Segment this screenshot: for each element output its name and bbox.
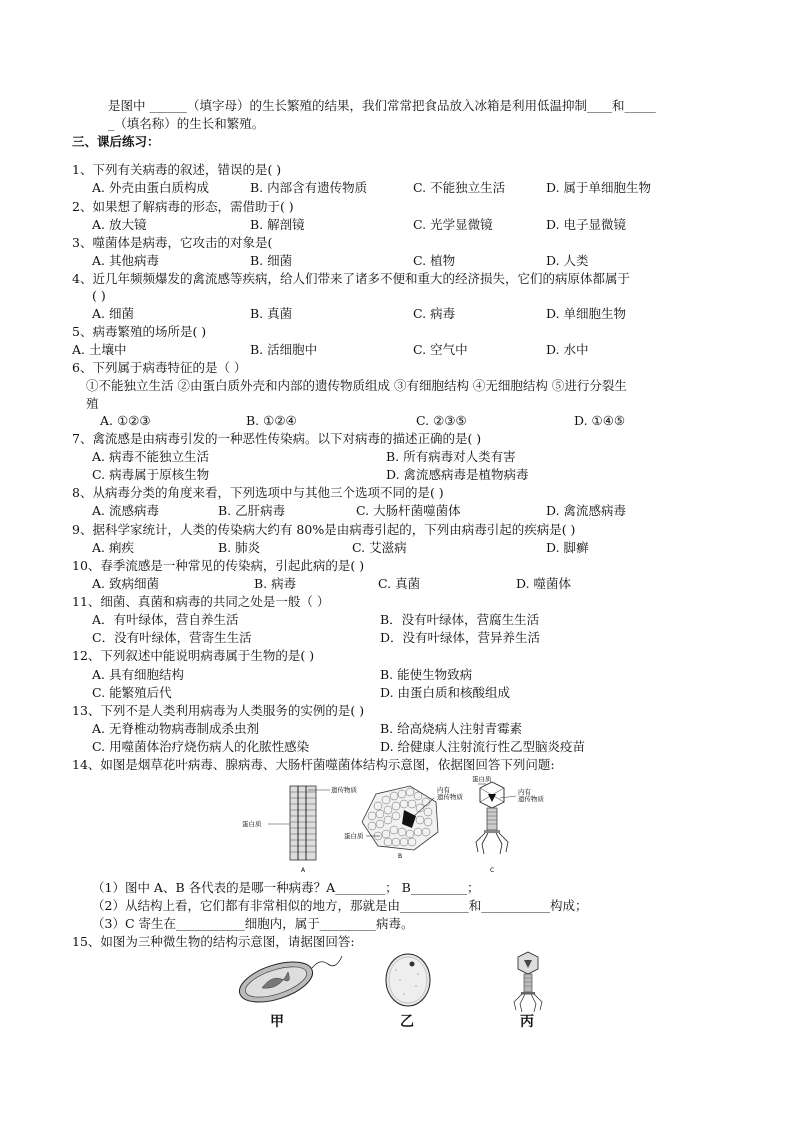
label-letter-b: B — [398, 853, 403, 860]
bacterium-drawing — [235, 954, 342, 1010]
question-12-option-c: C. 能繁殖后代 — [92, 685, 172, 700]
label-b-genetic-material-2: 遗传物质 — [437, 793, 463, 801]
label-c-genetic-material-1: 内有 — [518, 788, 531, 796]
question-7-option-d: D. 禽流感病毒是植物病毒 — [386, 467, 529, 482]
question-9-option-c: C. 艾滋病 — [352, 540, 407, 555]
label-letter-c: C — [490, 867, 495, 874]
adenovirus-drawing — [362, 786, 438, 850]
question-14-stem: 14、如图是烟草花叶病毒、腺病毒、大肠杆菌噬菌体结构示意图，依据图回答下列问题: — [72, 757, 555, 772]
question-2-option-d: D. 电子显微镜 — [546, 217, 627, 232]
question-2-option-a: A. 放大镜 — [92, 217, 147, 232]
question-15-stem: 15、如图为三种微生物的结构示意图，请据图回答: — [72, 934, 355, 949]
question-8-option-c: C. 大肠杆菌噬菌体 — [356, 503, 461, 518]
section-title: 三、课后练习： — [72, 134, 160, 149]
phage-drawing — [514, 952, 542, 1012]
bacteriophage-drawing — [476, 782, 516, 854]
question-14-sub-2: （2）从结构上看，它们都有非常相似的地方，那就是由___________和___________构成； — [92, 898, 588, 913]
question-1-option-b: B. 内部含有遗传物质 — [250, 180, 368, 195]
question-6-statements-cont: 殖 — [86, 396, 99, 411]
tobacco-mosaic-virus-drawing — [268, 786, 330, 860]
question-13-option-b: B. 给高烧病人注射青霉素 — [380, 721, 523, 736]
label-c-genetic-material-2: 遗传物质 — [518, 795, 544, 803]
label-letter-a: A — [301, 867, 306, 874]
label-c-protein: 蛋白质 — [472, 776, 492, 783]
question-5-option-b: B. 活细胞中 — [250, 342, 318, 357]
question-5-option-a: A. 土壤中 — [72, 342, 127, 357]
question-12-option-d: D. 由蛋白质和核酸组成 — [380, 685, 511, 700]
question-14-sub-3: （3）C 寄生在___________细胞内，属于_________病毒。 — [92, 916, 414, 931]
question-8-option-a: A. 流感病毒 — [92, 503, 159, 518]
question-13-option-d: D. 给健康人注射流行性乙型脑炎疫苗 — [380, 739, 586, 754]
question-11-option-b: B．没有叶绿体，营腐生生活 — [380, 612, 540, 627]
question-7-option-c: C. 病毒属于原核生物 — [92, 467, 210, 482]
question-13-option-c: C. 用噬菌体治疗烧伤病人的化脓性感染 — [92, 739, 310, 754]
question-2-option-c: C. 光学显微镜 — [413, 217, 493, 232]
question-4-option-a: A. 细菌 — [92, 306, 134, 321]
question-11-option-a: A．有叶绿体，营自养生活 — [92, 612, 239, 627]
question-12-option-a: A. 具有细胞结构 — [92, 667, 184, 682]
question-8-stem: 8、从病毒分类的角度来看，下列选项中与其他三个选项不同的是( ) — [72, 485, 444, 500]
question-3-option-a: A. 其他病毒 — [92, 253, 159, 268]
question-4-option-d: D. 单细胞生物 — [546, 306, 627, 321]
question-10-option-a: A. 致病细菌 — [92, 576, 159, 591]
question-3-option-d: D. 人类 — [546, 253, 589, 268]
label-a-genetic-material: 遗传物质 — [331, 786, 357, 794]
question-4-option-b: B. 真菌 — [250, 306, 293, 321]
figure-15-label-yi: 乙 — [400, 1014, 414, 1030]
question-3-option-c: C. 植物 — [413, 253, 456, 268]
question-10-option-b: B. 病毒 — [254, 576, 297, 591]
question-6-stem: 6、下列属于病毒特征的是（ ） — [72, 360, 247, 375]
question-10-option-d: D. 噬菌体 — [516, 576, 572, 591]
question-11-option-c: C．没有叶绿体，营寄生生活 — [92, 630, 252, 645]
question-1-stem: 1、下列有关病毒的叙述，错误的是( ) — [72, 162, 282, 177]
question-1-option-c: C. 不能独立生活 — [413, 180, 506, 195]
question-3-stem: 3、噬菌体是病毒，它攻击的对象是( — [72, 235, 273, 250]
question-11-stem: 11、细菌、真菌和病毒的共同之处是一般（ ） — [72, 594, 330, 609]
question-4-stem-cont: ( ) — [92, 288, 106, 303]
question-13-option-a: A. 无脊椎动物病毒制成杀虫剂 — [92, 721, 259, 736]
question-6-option-a: A. ①②③ — [100, 413, 151, 428]
question-8-option-d: D. 禽流感病毒 — [546, 503, 627, 518]
virus-structure-figure — [238, 776, 558, 876]
label-a-protein: 蛋白质 — [242, 820, 262, 828]
question-6-option-c: C. ②③⑤ — [416, 413, 467, 428]
question-14-sub-1: （1）图中 A、B 各代表的是哪一种病毒？A________； B_________； — [92, 880, 480, 895]
figure-15-label-jia: 甲 — [270, 1014, 284, 1030]
question-5-stem: 5、病毒繁殖的场所是( ) — [72, 324, 207, 339]
question-11-option-d: D．没有叶绿体，营异养生活 — [380, 630, 541, 645]
figure-15-label-bing: 丙 — [520, 1014, 534, 1030]
label-b-protein: 蛋白质 — [344, 832, 364, 840]
question-6-statements: ①不能独立生活 ②由蛋白质外壳和内部的遗传物质组成 ③有细胞结构 ④无细胞结构 ⑤进行分裂生 — [86, 378, 627, 393]
question-9-option-a: A. 痢疾 — [92, 540, 134, 555]
question-2-option-b: B. 解剖镜 — [250, 217, 305, 232]
question-5-option-c: C. 空气中 — [413, 342, 468, 357]
intro-line-2: _（填名称）的生长和繁殖。 — [108, 116, 265, 131]
question-13-stem: 13、下列不是人类利用病毒为人类服务的实例的是( ) — [72, 703, 365, 718]
question-12-option-b: B. 能使生物致病 — [380, 667, 473, 682]
question-7-stem: 7、禽流感是由病毒引发的一种恶性传染病。以下对病毒的描述正确的是( ) — [72, 431, 482, 446]
question-9-option-d: D. 脚癣 — [546, 540, 589, 555]
question-3-option-b: B. 细菌 — [250, 253, 293, 268]
question-2-stem: 2、如果想了解病毒的形态，需借助于( ) — [72, 199, 294, 214]
question-4-option-c: C. 病毒 — [413, 306, 456, 321]
yeast-cell-drawing — [386, 954, 430, 1006]
question-6-option-d: D. ①④⑤ — [574, 413, 626, 428]
question-7-option-b: B. 所有病毒对人类有害 — [386, 449, 516, 464]
question-10-stem: 10、春季流感是一种常见的传染病，引起此病的是( ) — [72, 558, 365, 573]
question-8-option-b: B. 乙肝病毒 — [218, 503, 286, 518]
question-9-stem: 9、据科学家统计，人类的传染病大约有 80%是由病毒引起的，下列由病毒引起的疾病是( ) — [72, 522, 576, 537]
question-9-option-b: B. 肺炎 — [218, 540, 261, 555]
question-5-option-d: D. 水中 — [546, 342, 589, 357]
label-b-genetic-material-1: 内有 — [437, 786, 450, 794]
question-1-option-d: D. 属于单细胞生物 — [546, 180, 652, 195]
question-4-stem: 4、近几年频频爆发的禽流感等疾病，给人们带来了诸多不便和重大的经济损失，它们的病原体都属于 — [72, 271, 630, 286]
question-7-option-a: A. 病毒不能独立生活 — [92, 449, 209, 464]
intro-line-1: 是图中 ______（填字母）的生长繁殖的结果，我们常常把食品放入冰箱是利用低温抑制____和_____ — [108, 98, 656, 113]
question-6-option-b: B. ①②④ — [246, 413, 297, 428]
question-1-option-a: A. 外壳由蛋白质构成 — [92, 180, 209, 195]
question-10-option-c: C. 真菌 — [378, 576, 421, 591]
question-12-stem: 12、下列叙述中能说明病毒属于生物的是( ) — [72, 648, 315, 663]
